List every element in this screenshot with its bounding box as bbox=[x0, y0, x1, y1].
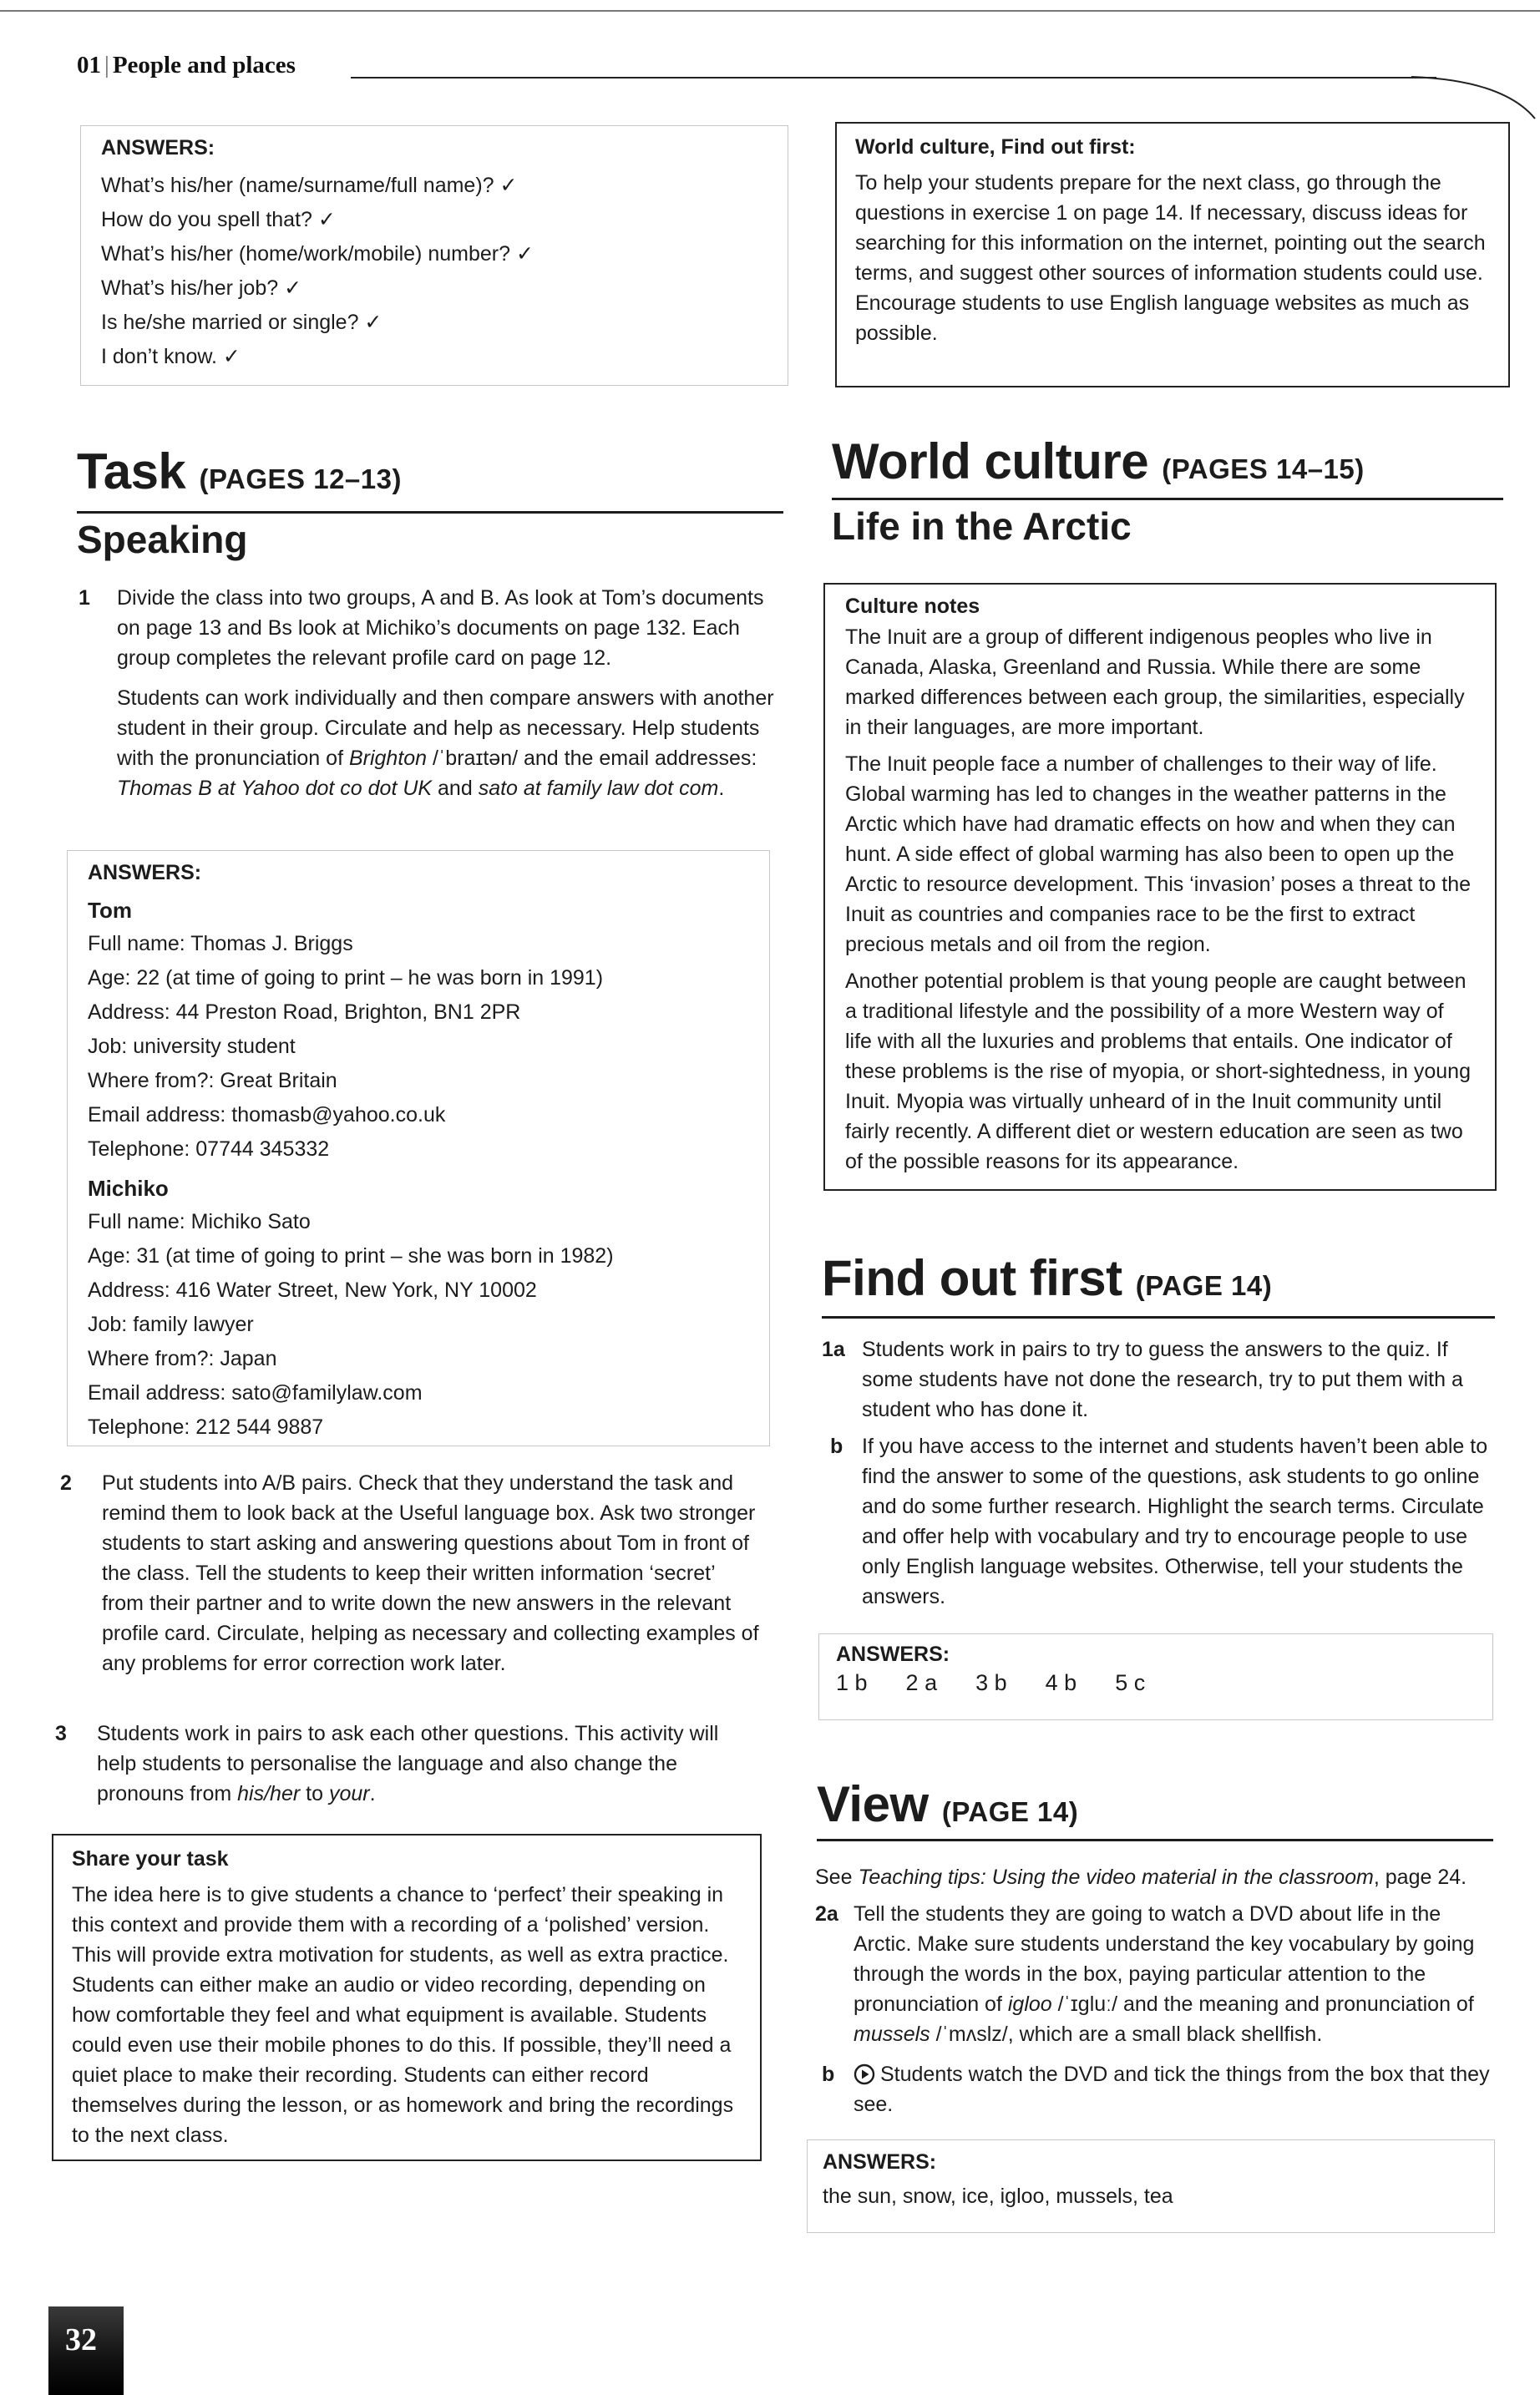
answers-box-questions bbox=[80, 125, 788, 386]
profile-line: Email address: sato@familylaw.com bbox=[88, 1381, 423, 1405]
top-rule bbox=[0, 10, 1540, 12]
culture-notes-para: The Inuit are a group of different indigenous peoples who live in Canada, Alaska, Greenland and Russia. While there are some marked differences between each group, the similarities, especially in their languages, are more important. bbox=[845, 625, 1465, 739]
item-number: 2 bbox=[60, 1471, 72, 1495]
answer-line: What’s his/her (name/surname/full name)? ✓ bbox=[101, 174, 518, 197]
text-run: his/her bbox=[237, 1782, 301, 1805]
running-header bbox=[77, 52, 296, 79]
view-answers-text: the sun, snow, ice, igloo, mussels, tea bbox=[823, 2185, 1173, 2208]
answer-line: What’s his/her (home/work/mobile) number? ✓ bbox=[101, 242, 534, 266]
item-number: b bbox=[822, 2063, 835, 2086]
text-run: igloo bbox=[1007, 1992, 1052, 2016]
task-heading-text: Task bbox=[77, 443, 186, 499]
answer-line: I don’t know. ✓ bbox=[101, 345, 241, 368]
answers-title: ANSWERS: bbox=[88, 861, 202, 884]
answer-line: Is he/she married or single? ✓ bbox=[101, 311, 382, 334]
play-video-icon bbox=[854, 2063, 875, 2085]
arctic-heading: Life in the Arctic bbox=[832, 504, 1132, 548]
profile-line: Job: family lawyer bbox=[88, 1313, 254, 1336]
instruction-item-3 bbox=[55, 1719, 762, 1819]
instruction-item-2b bbox=[822, 2059, 1490, 2129]
item-number: b bbox=[830, 1435, 843, 1458]
item-number: 2a bbox=[815, 1902, 838, 1926]
view-heading-text: View bbox=[817, 1776, 929, 1832]
instruction-item-1 bbox=[79, 583, 788, 813]
item-paragraph: Students work in pairs to try to guess the answers to the quiz. If some students have not done the research, try to put them with a student who has done it. bbox=[862, 1338, 1463, 1421]
answers-title: ANSWERS: bbox=[101, 136, 215, 159]
text-run: sato at family law dot com bbox=[478, 777, 719, 800]
text-run: Students watch the DVD and tick the things from the box that they see. bbox=[854, 2063, 1490, 2116]
text-run: mussels bbox=[854, 2023, 930, 2046]
text-run: /ˈbraɪtən/ and the email addresses: bbox=[427, 747, 757, 770]
text-run: . bbox=[718, 777, 725, 800]
text-run: Teaching tips: Using the video material in the classroom bbox=[858, 1866, 1374, 1889]
text-run: to bbox=[300, 1782, 329, 1805]
task-heading bbox=[77, 443, 402, 509]
answers-title: ANSWERS: bbox=[823, 2150, 937, 2174]
task-pages: (PAGES 12–13) bbox=[199, 463, 402, 494]
profile-line: Email address: thomasb@yahoo.co.uk bbox=[88, 1103, 446, 1127]
text-run: Students can work individually and then compare answers with another student in their group. Circulate and help as necessary. Help students with the pronunciation of bbox=[117, 686, 774, 770]
quiz-answer: 5 c bbox=[1115, 1670, 1146, 1695]
prep-box-text: To help your students prepare for the next class, go through the questions in exercise 1 on page 14. If necessary, discuss ideas for searching for this information on the internet, pointing out the search terms, and suggest other sources of information students could use. Encourage students to use English language websites as much as possible. bbox=[855, 171, 1486, 345]
find-out-first-rule bbox=[822, 1316, 1495, 1319]
answers-box-profiles bbox=[67, 850, 770, 1446]
culture-notes-box bbox=[823, 583, 1497, 1191]
find-out-first-pages: (PAGE 14) bbox=[1135, 1270, 1273, 1301]
speaking-heading: Speaking bbox=[77, 518, 248, 561]
view-see-line bbox=[815, 1862, 1492, 1892]
answer-line: What’s his/her job? ✓ bbox=[101, 276, 302, 300]
item-number: 3 bbox=[55, 1722, 67, 1745]
profile-line: Address: 44 Preston Road, Brighton, BN1 2PR bbox=[88, 1000, 521, 1024]
text-run: /ˈɪgluː/ and the meaning and pronunciation of bbox=[1051, 1992, 1474, 2016]
page-number: 32 bbox=[65, 2322, 97, 2357]
profile-line: Where from?: Great Britain bbox=[88, 1069, 337, 1092]
culture-notes-para: The Inuit people face a number of challenges to their way of life. Global warming has led to changes in the weather patterns in the Arctic which have had dramatic effects on how and when they can hunt. A side effect of global warming has also been to open up the Arctic to resource development. This ‘invasion’ poses a threat to the Inuit as countries and companies race to be the first to extract precious metals and oil from the region. bbox=[845, 752, 1471, 956]
task-heading-rule bbox=[77, 511, 783, 514]
text-run: See bbox=[815, 1866, 859, 1889]
answers-box-quiz bbox=[818, 1633, 1493, 1720]
profile-line: Address: 416 Water Street, New York, NY 10002 bbox=[88, 1279, 537, 1302]
profile-line: Job: university student bbox=[88, 1035, 296, 1058]
world-culture-heading bbox=[832, 433, 1365, 499]
text-run: Tell the students they are going to watch a DVD about life in the Arctic. Make sure students understand the key vocabulary by going through the words in the box, paying particular attention to the pronunciation of bbox=[854, 1902, 1475, 2016]
prep-box-title: World culture, Find out first: bbox=[855, 135, 1136, 159]
instruction-item-1a bbox=[822, 1334, 1490, 1435]
text-run: Thomas B at Yahoo dot co dot UK bbox=[117, 777, 433, 800]
item-number: 1 bbox=[79, 586, 90, 610]
profile-line: Full name: Michiko Sato bbox=[88, 1210, 311, 1233]
instruction-item-1b bbox=[830, 1431, 1490, 1622]
culture-notes-para: Another potential problem is that young people are caught between a traditional lifestyle and the possibility of a more Western way of life with all the luxuries and problems that entails. One indicator of these problems is the rise of myopia, or short-sightedness, in young Inuit. Myopia was virtually unheard of in the Inuit community until fairly recently. A different diet or western education are seen as two of the possible reasons for its appearance. bbox=[845, 970, 1471, 1173]
quiz-answer: 4 b bbox=[1045, 1670, 1077, 1695]
item-paragraph bbox=[854, 1899, 1490, 2049]
share-title: Share your task bbox=[72, 1847, 229, 1871]
page-number-tab bbox=[48, 2306, 124, 2395]
profile-line: Telephone: 07744 345332 bbox=[88, 1137, 330, 1161]
profile-line: Telephone: 212 544 9887 bbox=[88, 1415, 324, 1439]
answers-title: ANSWERS: bbox=[836, 1643, 950, 1666]
view-pages: (PAGE 14) bbox=[941, 1796, 1079, 1827]
profile-line: Where from?: Japan bbox=[88, 1347, 277, 1370]
text-run: and bbox=[432, 777, 479, 800]
quiz-answer: 2 a bbox=[905, 1670, 938, 1695]
world-culture-heading-rule bbox=[832, 498, 1503, 500]
text-run: , page 24. bbox=[1373, 1866, 1467, 1889]
answers-box-view bbox=[807, 2139, 1495, 2233]
profile-line: Age: 22 (at time of going to print – he was born in 1991) bbox=[88, 966, 604, 990]
world-culture-heading-text: World culture bbox=[832, 433, 1149, 489]
item-paragraph bbox=[854, 2059, 1490, 2119]
view-heading-rule bbox=[817, 1839, 1493, 1841]
text-run: your bbox=[328, 1782, 370, 1805]
instruction-item-2 bbox=[60, 1468, 762, 1689]
item-number: 1a bbox=[822, 1338, 845, 1361]
quiz-answer: 1 b bbox=[836, 1670, 868, 1695]
item-paragraph: Put students into A/B pairs. Check that they understand the task and remind them to look back at the Useful language box. Ask two stronger students to start asking and answering questions about Tom in front of the class. Tell the students to keep their written information ‘secret’ from their partner and to write down the new answers in the relevant profile card. Circulate, helping as necessary and collecting examples of any problems for error correction work later. bbox=[102, 1471, 759, 1675]
find-out-first-heading bbox=[822, 1249, 1272, 1315]
text-run: . bbox=[369, 1782, 376, 1805]
unit-number: 01 bbox=[77, 52, 101, 78]
quiz-answers-row bbox=[836, 1670, 1476, 1696]
item-paragraph: Divide the class into two groups, A and B. As look at Tom’s documents on page 13 and Bs look at Michiko’s documents on page 132. Each group completes the relevant profile card on page 12. bbox=[117, 586, 764, 670]
profile-heading-tom: Tom bbox=[88, 898, 132, 923]
item-paragraph: If you have access to the internet and students haven’t been able to find the answer to some of the questions, ask students to go online and do some further research. Highlight the search terms. Circulate and offer help with vocabulary and try to encourage people to use only English language websites. Otherwise, tell your students the answers. bbox=[862, 1435, 1488, 1608]
text-run: Students work in pairs to ask each other questions. This activity will help students to personalise the language and also change the pronouns from bbox=[97, 1722, 719, 1805]
share-text: The idea here is to give students a chance to ‘perfect’ their speaking in this context and provide them with a recording of a ‘polished’ version. This will provide extra motivation for students, as well as extra practice. Students can either make an audio or video recording, depending on how comfortable they feel and what equipment is available. Students could even use their mobile phones to do this. If possible, they’ll need a quiet place to make their recording. Students can either record themselves during the lesson, or as homework and bring the recordings to the next class. bbox=[72, 1883, 734, 2147]
answer-line: How do you spell that? ✓ bbox=[101, 208, 336, 231]
header-separator: | bbox=[104, 52, 109, 78]
view-heading bbox=[817, 1775, 1078, 1841]
text-run: /ˈmʌslz/, which are a small black shellfish. bbox=[930, 2023, 1323, 2046]
header-curve bbox=[1411, 75, 1537, 125]
share-your-task-box bbox=[52, 1834, 762, 2161]
world-culture-pages: (PAGES 14–15) bbox=[1162, 453, 1365, 484]
header-rule bbox=[351, 77, 1436, 78]
culture-notes-title: Culture notes bbox=[845, 595, 980, 618]
text-run: Brighton bbox=[348, 747, 428, 770]
item-paragraph bbox=[97, 1719, 762, 1809]
item-paragraph bbox=[117, 683, 788, 803]
profile-line: Full name: Thomas J. Briggs bbox=[88, 932, 353, 955]
profile-line: Age: 31 (at time of going to print – she was born in 1982) bbox=[88, 1244, 614, 1268]
unit-title: People and places bbox=[112, 52, 296, 78]
instruction-item-2a bbox=[815, 1899, 1490, 2059]
world-culture-prep-box bbox=[835, 122, 1510, 387]
find-out-first-heading-text: Find out first bbox=[822, 1250, 1122, 1306]
quiz-answer: 3 b bbox=[975, 1670, 1007, 1695]
profile-heading-michiko: Michiko bbox=[88, 1176, 169, 1201]
